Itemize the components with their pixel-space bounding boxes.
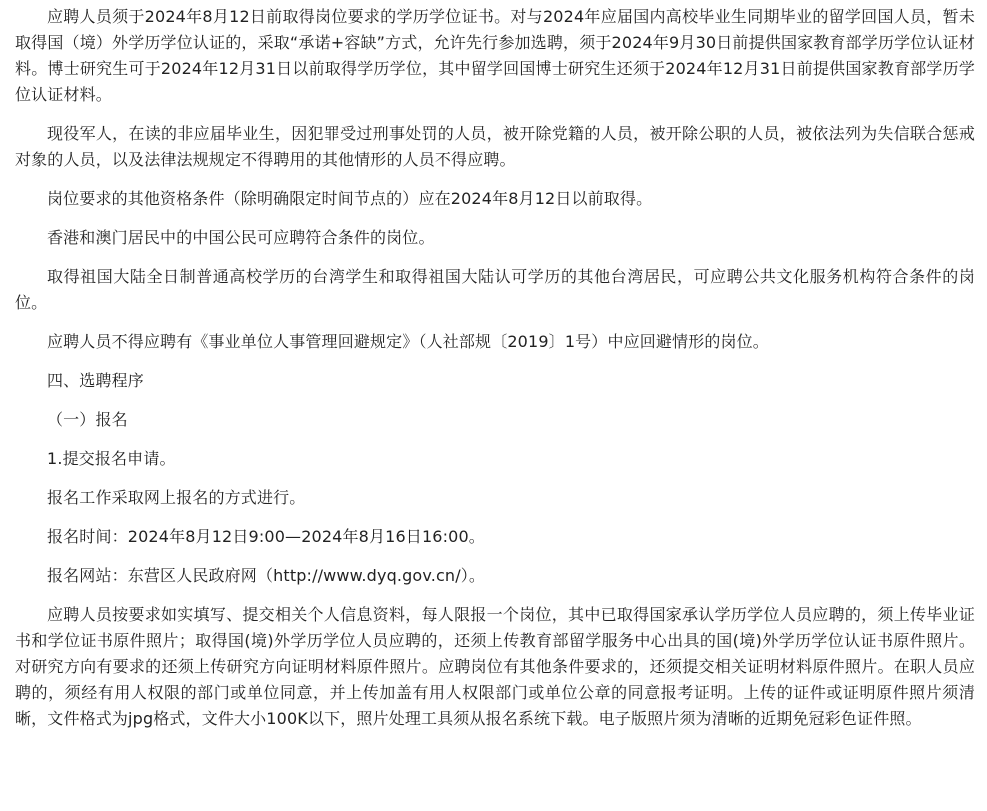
paragraph-upload-requirements: 应聘人员按要求如实填写、提交相关个人信息资料，每人限报一个岗位，其中已取得国家承认学历学位人员应聘的，须上传毕业证书和学位证书原件照片；取得国(境)外学历学位人员应聘的，还须上传教育部留学服务中心出具的国(境)外学历学位认证书原件照片。对研究方向有要求的还须上传研究方向证明材料原件照片。应聘岗位有其他条件要求的，还须提交相关证明材料原件照片。在职人员应聘的，须经有用人权限的部门或单位同意，并上传加盖有用人权限部门或单位公章的同意报考证明。上传的证件或证明原件照片须清晰，文件格式为jpg格式，文件大小100K以下，照片处理工具须从报名系统下载。电子版照片须为清晰的近期免冠彩色证件照。 — [15, 605, 975, 728]
subsection-heading-registration: （一）报名 — [47, 410, 128, 429]
paragraph-avoidance-rule: 应聘人员不得应聘有《事业单位人事管理回避规定》（人社部规〔2019〕1号）中应回避情形的岗位。 — [47, 332, 769, 351]
paragraph-ineligible-persons: 现役军人，在读的非应届毕业生，因犯罪受过刑事处罚的人员，被开除党籍的人员，被开除公职的人员，被依法列为失信联合惩戒对象的人员，以及法律法规规定不得聘用的其他情形的人员不得应聘。 — [15, 124, 975, 169]
paragraph-registration-time: 报名时间：2024年8月12日9:00—2024年8月16日16:00。 — [47, 527, 485, 546]
paragraph-hk-macau-residents: 香港和澳门居民中的中国公民可应聘符合条件的岗位。 — [47, 228, 435, 247]
section-heading-selection-procedure: 四、选聘程序 — [47, 371, 144, 390]
paragraph-online-registration: 报名工作采取网上报名的方式进行。 — [47, 488, 306, 507]
paragraph-other-qualifications: 岗位要求的其他资格条件（除明确限定时间节点的）应在2024年8月12日以前取得。 — [47, 189, 653, 208]
step-heading-submit-application: 1.提交报名申请。 — [47, 449, 176, 468]
paragraph-registration-website: 报名网站：东营区人民政府网（http://www.dyq.gov.cn/）。 — [47, 566, 486, 585]
paragraph-degree-deadline: 应聘人员须于2024年8月12日前取得岗位要求的学历学位证书。对与2024年应届国内高校毕业生同期毕业的留学回国人员，暂未取得国（境）外学历学位认证的，采取“承诺+容缺”方式，允许先行参加选聘，须于2024年9月30日前提供国家教育部学历学位认证材料。博士研究生可于2024年12月31日以前取得学历学位，其中留学回国博士研究生还须于2024年12月31日前提供国家教育部学历学位认证材料。 — [15, 7, 975, 104]
paragraph-taiwan-residents: 取得祖国大陆全日制普通高校学历的台湾学生和取得祖国大陆认可学历的其他台湾居民，可应聘公共文化服务机构符合条件的岗位。 — [15, 267, 975, 312]
